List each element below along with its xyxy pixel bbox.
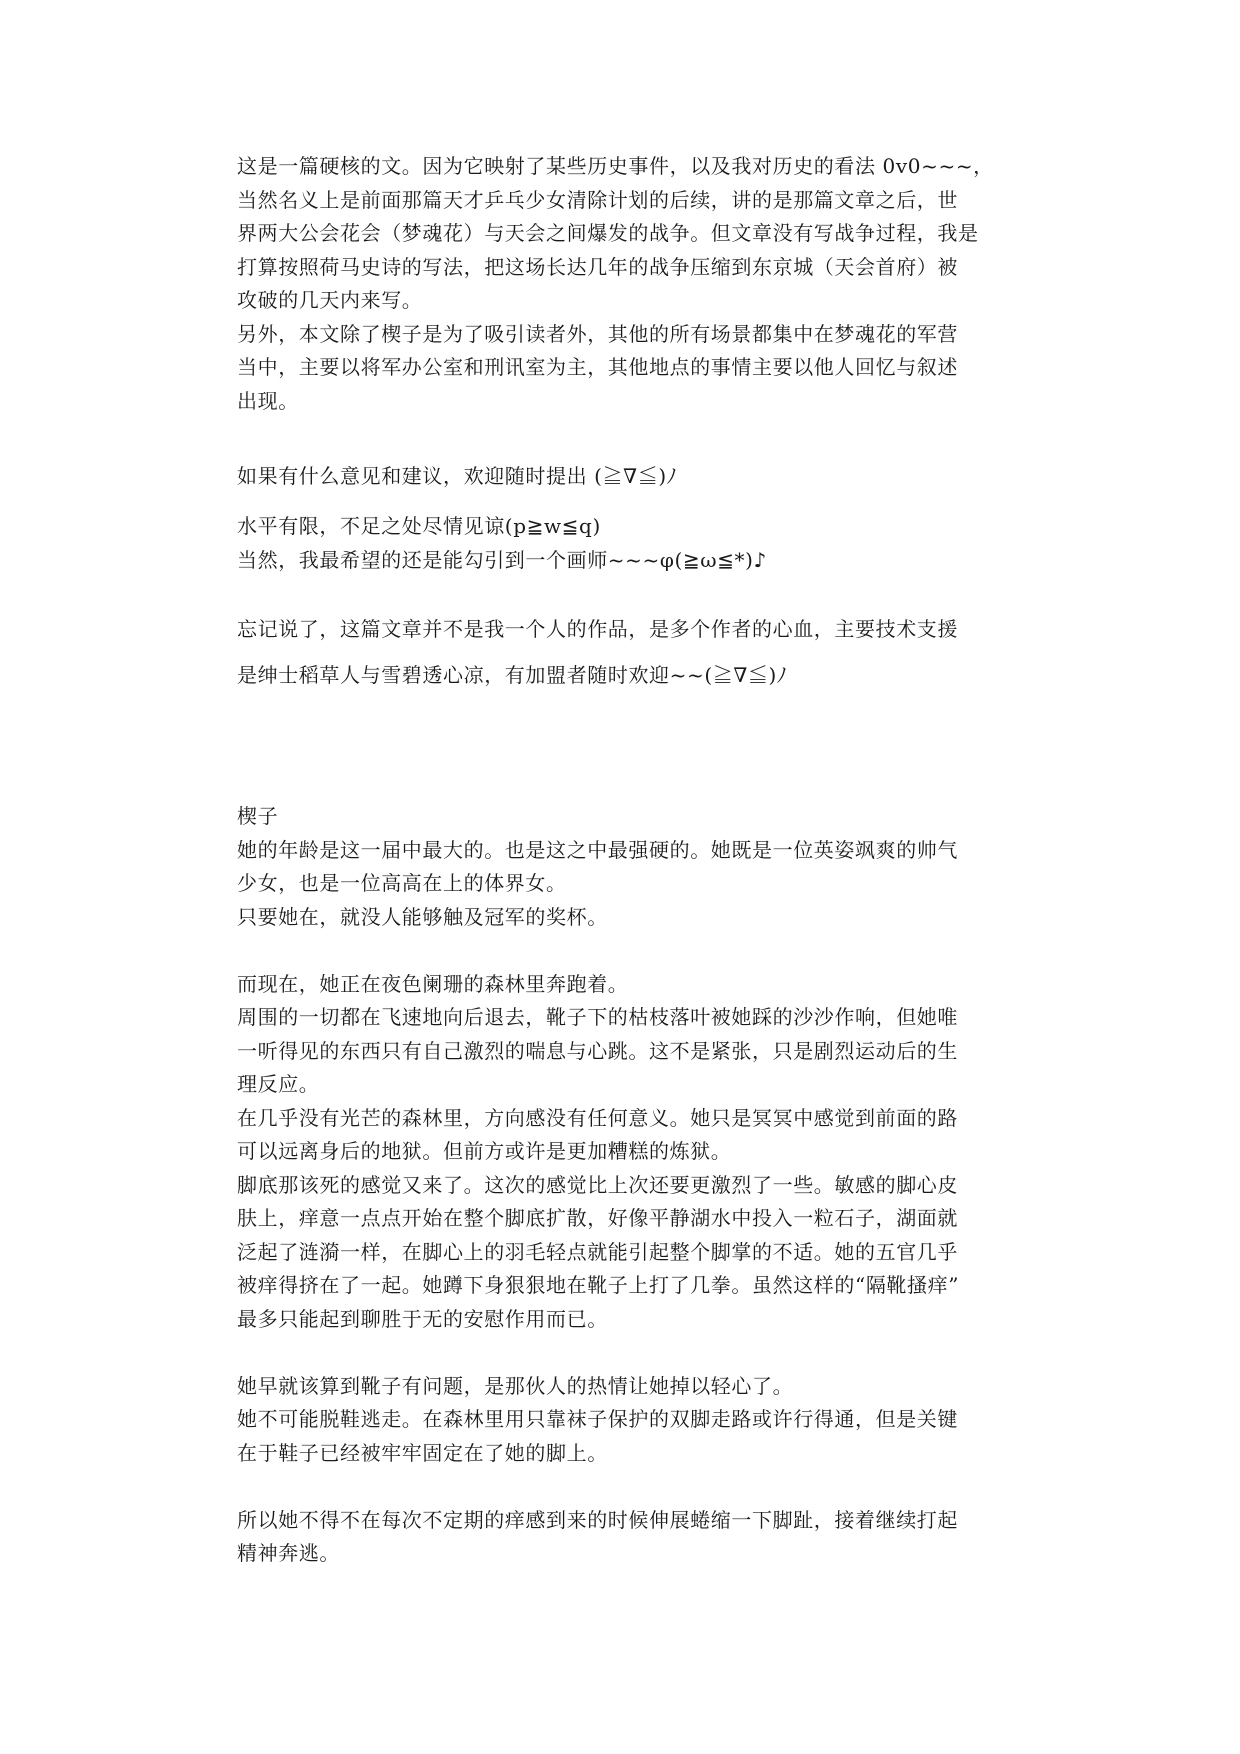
intro-paragraph (237, 150, 1012, 418)
text-line: 最多只能起到聊胜于无的安慰作用而已。 (237, 1306, 608, 1331)
text-line: 打算按照荷马史诗的写法，把这场长达几年的战争压缩到东京城（天会首府）被 (237, 254, 958, 279)
text-line: 所以她不得不在每次不定期的痒感到来的时候伸展蜷缩一下脚趾，接着继续打起 (237, 1507, 958, 1532)
suggestion-line (237, 460, 1012, 494)
text-line: 攻破的几天内来写。 (237, 288, 423, 312)
text-line: 是绅士稻草人与雪碧透心凉，有加盟者随时欢迎~~(≧∇≦)ﾉ (237, 663, 788, 687)
text-line: 可以远离身后的地狱。但前方或许是更加糟糕的炼狱。 (237, 1139, 732, 1163)
text-line: 她的年龄是这一届中最大的。也是这之中最强硬的。她既是一位英姿飒爽的帅气 (237, 837, 958, 862)
blank-line (237, 1470, 1012, 1504)
text-line: 这是一篇硬核的文。因为它映射了某些历史事件，以及我对历史的看法 0v0~~~， (237, 154, 994, 178)
prologue-title: 楔子 (237, 804, 279, 828)
text-line: 被痒得挤在了一起。她蹲下身狠狠地在靴子上打了几拳。虽然这样的“隔靴搔痒” (237, 1273, 960, 1297)
text-line: 只要她在，就没人能够触及冠军的奖杯。 (237, 904, 608, 929)
text-line: 当然，我最希望的还是能勾引到一个画师~~~φ(≧ω≦*)♪ (237, 547, 767, 572)
text-line: 另外，本文除了楔子是为了吸引读者外，其他的所有场景都集中在梦魂花的军营 (237, 321, 958, 346)
prologue-section (237, 800, 1012, 1571)
text-line: 一听得见的东西只有自己激烈的喘息与心跳。这不是紧张，只是剧烈运动后的生 (237, 1038, 958, 1063)
text-line: 而现在，她正在夜色阑珊的森林里奔跑着。 (237, 971, 629, 996)
blank-line (237, 1336, 1012, 1370)
text-line: 她不可能脱鞋逃走。在森林里用只靠袜子保护的双脚走路或许行得通，但是关键 (237, 1407, 958, 1431)
text-line: 精神奔逃。 (237, 1541, 340, 1565)
text-line: 周围的一切都在飞速地向后退去，靴子下的枯枝落叶被她踩的沙沙作响，但她唯 (237, 1005, 958, 1029)
text-line: 忘记说了，这篇文章并不是我一个人的作品，是多个作者的心血，主要技术支援 (237, 617, 958, 641)
credits-paragraph (237, 606, 1012, 698)
text-line: 水平有限，不足之处尽情见谅(p≧w≦q) (237, 514, 601, 538)
text-line: 理反应。 (237, 1072, 320, 1096)
text-line: 在几乎没有光芒的森林里，方向感没有任何意义。她只是冥冥中感觉到前面的路 (237, 1105, 958, 1130)
text-line: 泛起了涟漪一样，在脚心上的羽毛轻点就能引起整个脚掌的不适。她的五官几乎 (237, 1239, 958, 1264)
text-line: 当然名义上是前面那篇天才乒乓少女清除计划的后续，讲的是那篇文章之后，世 (237, 187, 958, 212)
text-line: 当中，主要以将军办公室和刑讯室为主，其他地点的事情主要以他人回忆与叙述 (237, 355, 958, 379)
text-line: 界两大公会花会（梦魂花）与天会之间爆发的战争。但文章没有写战争过程，我是 (237, 221, 979, 245)
blank-line (237, 934, 1012, 968)
text-line: 出现。 (237, 388, 299, 413)
text-line: 如果有什么意见和建议，欢迎随时提出 (≧∇≦)ﾉ (237, 464, 678, 488)
text-line: 脚底那该死的感觉又来了。这次的感觉比上次还要更激烈了一些。敏感的脚心皮 (237, 1172, 958, 1197)
text-line: 在于鞋子已经被牢牢固定在了她的脚上。 (237, 1440, 608, 1465)
text-line: 肤上，痒意一点点开始在整个脚底扩散，好像平静湖水中投入一粒石子，湖面就 (237, 1206, 958, 1230)
text-line: 少女，也是一位高高在上的体界女。 (237, 871, 567, 895)
text-line: 她早就该算到靴子有问题，是那伙人的热情让她掉以轻心了。 (237, 1373, 794, 1398)
notes-paragraph (237, 510, 1012, 577)
